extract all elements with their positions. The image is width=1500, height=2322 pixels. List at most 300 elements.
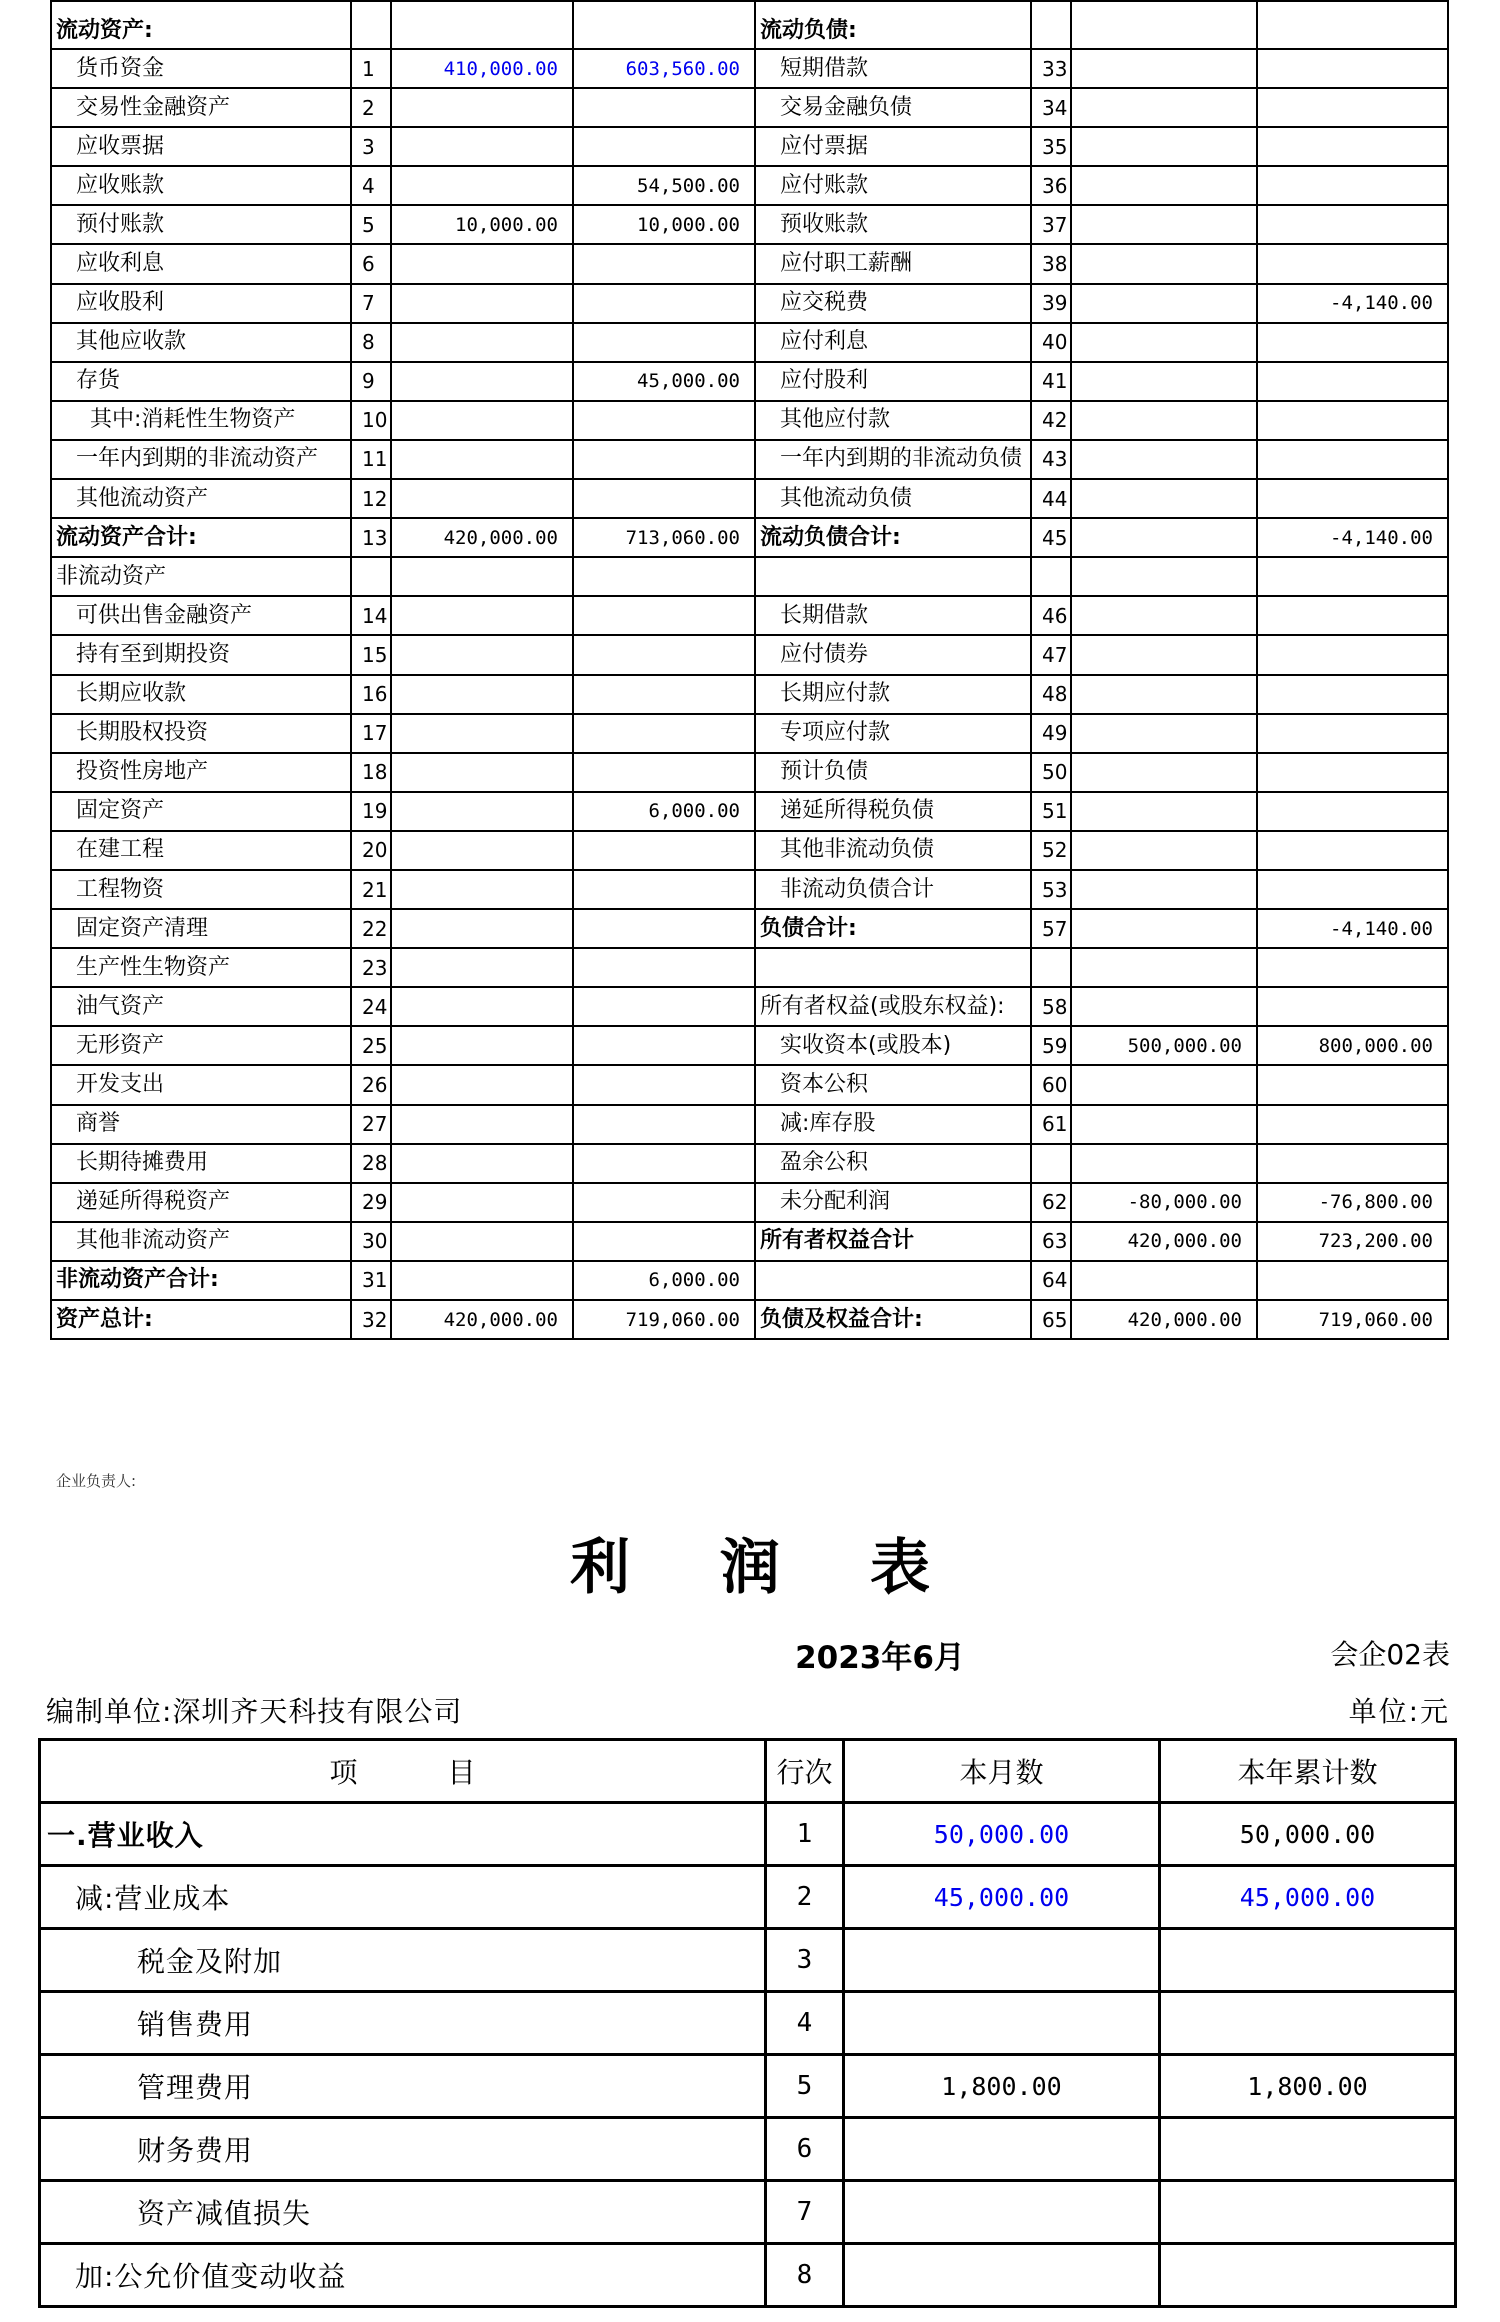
liability-label: 长期借款 xyxy=(755,596,1031,635)
liability-line-number: 49 xyxy=(1031,714,1071,753)
asset-opening-balance: 420,000.00 xyxy=(391,518,573,557)
asset-opening-balance xyxy=(391,1144,573,1183)
asset-closing-balance xyxy=(573,831,755,870)
liability-line-number: 48 xyxy=(1031,675,1071,714)
asset-line-number: 6 xyxy=(351,244,391,283)
balance-sheet-row xyxy=(51,909,1448,948)
income-line-number: 6 xyxy=(766,2118,844,2181)
asset-closing-balance xyxy=(573,1105,755,1144)
asset-line-number: 14 xyxy=(351,596,391,635)
liability-closing-balance xyxy=(1257,714,1448,753)
asset-closing-balance xyxy=(573,1183,755,1222)
income-row xyxy=(40,2181,1456,2244)
income-ytd-amount xyxy=(1160,2244,1456,2307)
asset-closing-balance xyxy=(573,675,755,714)
liability-label: 专项应付款 xyxy=(755,714,1031,753)
liability-label: 盈余公积 xyxy=(755,1144,1031,1183)
liability-closing-balance xyxy=(1257,1105,1448,1144)
liability-closing-balance xyxy=(1257,127,1448,166)
asset-line-number: 3 xyxy=(351,127,391,166)
liability-opening-balance xyxy=(1071,1261,1257,1300)
header-line: 行次 xyxy=(766,1740,844,1803)
asset-label: 固定资产清理 xyxy=(51,909,351,948)
liability-label: 非流动负债合计 xyxy=(755,870,1031,909)
liability-opening-balance: 420,000.00 xyxy=(1071,1300,1257,1339)
asset-line-number: 2 xyxy=(351,88,391,127)
income-ytd-amount xyxy=(1160,1992,1456,2055)
balance-sheet-row xyxy=(51,284,1448,323)
liability-closing-balance xyxy=(1257,166,1448,205)
balance-sheet-row xyxy=(51,205,1448,244)
asset-closing-balance: 54,500.00 xyxy=(573,166,755,205)
liability-label: 应付职工薪酬 xyxy=(755,244,1031,283)
asset-label: 持有至到期投资 xyxy=(51,635,351,674)
balance-sheet-row xyxy=(51,831,1448,870)
asset-label: 其他流动资产 xyxy=(51,479,351,518)
balance-sheet-row xyxy=(51,1144,1448,1183)
income-row xyxy=(40,2118,1456,2181)
asset-line-number: 32 xyxy=(351,1300,391,1339)
asset-opening-balance xyxy=(391,596,573,635)
asset-label: 应收账款 xyxy=(51,166,351,205)
asset-closing-balance: 6,000.00 xyxy=(573,1261,755,1300)
asset-closing-balance xyxy=(573,88,755,127)
liability-opening-balance xyxy=(1071,362,1257,401)
liability-line-number: 63 xyxy=(1031,1222,1071,1261)
balance-sheet-row xyxy=(51,1,1448,49)
asset-opening-balance xyxy=(391,714,573,753)
asset-closing-balance: 45,000.00 xyxy=(573,362,755,401)
balance-sheet-row xyxy=(51,1300,1448,1339)
balance-sheet-row xyxy=(51,88,1448,127)
liability-label: 应交税费 xyxy=(755,284,1031,323)
liability-line-number: 46 xyxy=(1031,596,1071,635)
asset-opening-balance xyxy=(391,753,573,792)
liability-label xyxy=(755,557,1031,596)
liability-closing-balance: -4,140.00 xyxy=(1257,909,1448,948)
liability-opening-balance xyxy=(1071,557,1257,596)
income-item-label: 管理费用 xyxy=(40,2055,766,2118)
asset-label: 非流动资产合计: xyxy=(51,1261,351,1300)
income-row xyxy=(40,1803,1456,1866)
asset-closing-balance xyxy=(573,987,755,1026)
liability-opening-balance xyxy=(1071,675,1257,714)
balance-sheet-row xyxy=(51,244,1448,283)
income-item-label: 资产减值损失 xyxy=(40,2181,766,2244)
liability-label: 一年内到期的非流动负债 xyxy=(755,440,1031,479)
balance-sheet-row xyxy=(51,675,1448,714)
balance-sheet-row xyxy=(51,870,1448,909)
asset-line-number: 5 xyxy=(351,205,391,244)
liability-opening-balance: -80,000.00 xyxy=(1071,1183,1257,1222)
liability-closing-balance: -4,140.00 xyxy=(1257,284,1448,323)
asset-opening-balance: 10,000.00 xyxy=(391,205,573,244)
income-month-amount: 1,800.00 xyxy=(844,2055,1160,2118)
liability-closing-balance xyxy=(1257,635,1448,674)
asset-label: 流动资产: xyxy=(51,1,351,49)
asset-line-number: 9 xyxy=(351,362,391,401)
liability-line-number: 37 xyxy=(1031,205,1071,244)
liability-line-number: 53 xyxy=(1031,870,1071,909)
liability-closing-balance xyxy=(1257,1261,1448,1300)
asset-closing-balance xyxy=(573,440,755,479)
balance-sheet-row xyxy=(51,127,1448,166)
income-row xyxy=(40,1992,1456,2055)
liability-label: 预计负债 xyxy=(755,753,1031,792)
liability-closing-balance xyxy=(1257,557,1448,596)
income-line-number: 8 xyxy=(766,2244,844,2307)
liability-line-number: 47 xyxy=(1031,635,1071,674)
asset-opening-balance xyxy=(391,1183,573,1222)
liability-closing-balance xyxy=(1257,753,1448,792)
asset-line-number: 7 xyxy=(351,284,391,323)
balance-sheet-row xyxy=(51,1222,1448,1261)
balance-sheet-row xyxy=(51,948,1448,987)
liability-opening-balance: 500,000.00 xyxy=(1071,1026,1257,1065)
liability-label: 应付利息 xyxy=(755,323,1031,362)
balance-sheet-row xyxy=(51,792,1448,831)
asset-line-number: 23 xyxy=(351,948,391,987)
asset-opening-balance xyxy=(391,1222,573,1261)
liability-opening-balance xyxy=(1071,440,1257,479)
asset-label: 在建工程 xyxy=(51,831,351,870)
balance-sheet-row xyxy=(51,1065,1448,1104)
asset-closing-balance xyxy=(573,714,755,753)
liability-closing-balance xyxy=(1257,88,1448,127)
income-month-amount: 45,000.00 xyxy=(844,1866,1160,1929)
income-ytd-amount: 45,000.00 xyxy=(1160,1866,1456,1929)
asset-opening-balance xyxy=(391,792,573,831)
liability-closing-balance xyxy=(1257,675,1448,714)
income-statement-body xyxy=(40,1803,1456,2307)
asset-opening-balance xyxy=(391,557,573,596)
liability-line-number: 58 xyxy=(1031,987,1071,1026)
liability-line-number: 41 xyxy=(1031,362,1071,401)
currency-unit: 单位:元 xyxy=(1348,1695,1450,1728)
income-row xyxy=(40,1866,1456,1929)
balance-sheet-row xyxy=(51,714,1448,753)
liability-opening-balance xyxy=(1071,205,1257,244)
asset-closing-balance xyxy=(573,479,755,518)
balance-sheet-row xyxy=(51,557,1448,596)
income-item-label: 财务费用 xyxy=(40,2118,766,2181)
balance-sheet-row xyxy=(51,166,1448,205)
liability-line-number: 60 xyxy=(1031,1065,1071,1104)
liability-closing-balance xyxy=(1257,362,1448,401)
liability-closing-balance xyxy=(1257,440,1448,479)
liability-opening-balance xyxy=(1071,987,1257,1026)
liability-closing-balance xyxy=(1257,244,1448,283)
liability-closing-balance xyxy=(1257,323,1448,362)
asset-closing-balance: 713,060.00 xyxy=(573,518,755,557)
liability-label: 长期应付款 xyxy=(755,675,1031,714)
asset-line-number: 27 xyxy=(351,1105,391,1144)
asset-label: 一年内到期的非流动资产 xyxy=(51,440,351,479)
asset-line-number: 30 xyxy=(351,1222,391,1261)
asset-opening-balance xyxy=(391,284,573,323)
asset-line-number: 25 xyxy=(351,1026,391,1065)
liability-closing-balance xyxy=(1257,1,1448,49)
asset-label: 预付账款 xyxy=(51,205,351,244)
asset-opening-balance xyxy=(391,870,573,909)
income-month-amount xyxy=(844,1929,1160,1992)
liability-label: 负债及权益合计: xyxy=(755,1300,1031,1339)
asset-opening-balance xyxy=(391,675,573,714)
income-item-label: 销售费用 xyxy=(40,1992,766,2055)
income-month-amount xyxy=(844,2244,1160,2307)
asset-line-number: 8 xyxy=(351,323,391,362)
income-item-label: 加:公允价值变动收益 xyxy=(40,2244,766,2307)
income-header-row xyxy=(40,1740,1456,1803)
asset-closing-balance xyxy=(573,244,755,283)
asset-closing-balance: 6,000.00 xyxy=(573,792,755,831)
liability-closing-balance xyxy=(1257,870,1448,909)
asset-opening-balance xyxy=(391,1261,573,1300)
asset-closing-balance xyxy=(573,1026,755,1065)
income-item-label: 减:营业成本 xyxy=(40,1866,766,1929)
liability-line-number: 50 xyxy=(1031,753,1071,792)
asset-closing-balance xyxy=(573,1222,755,1261)
asset-closing-balance xyxy=(573,909,755,948)
liability-opening-balance xyxy=(1071,948,1257,987)
liability-line-number: 52 xyxy=(1031,831,1071,870)
balance-sheet-row xyxy=(51,1261,1448,1300)
asset-line-number: 28 xyxy=(351,1144,391,1183)
liability-opening-balance xyxy=(1071,635,1257,674)
asset-opening-balance xyxy=(391,166,573,205)
liability-label: 流动负债: xyxy=(755,1,1031,49)
liability-label: 负债合计: xyxy=(755,909,1031,948)
header-month: 本月数 xyxy=(844,1740,1160,1803)
income-month-amount xyxy=(844,2118,1160,2181)
asset-line-number xyxy=(351,557,391,596)
asset-closing-balance xyxy=(573,753,755,792)
asset-line-number: 4 xyxy=(351,166,391,205)
liability-label: 未分配利润 xyxy=(755,1183,1031,1222)
income-item-label: 税金及附加 xyxy=(40,1929,766,1992)
balance-sheet-row xyxy=(51,479,1448,518)
asset-line-number: 15 xyxy=(351,635,391,674)
income-ytd-amount: 1,800.00 xyxy=(1160,2055,1456,2118)
header-item: 项目 xyxy=(40,1740,766,1803)
liability-opening-balance xyxy=(1071,127,1257,166)
asset-label: 其他应收款 xyxy=(51,323,351,362)
asset-closing-balance: 10,000.00 xyxy=(573,205,755,244)
income-row xyxy=(40,2055,1456,2118)
liability-closing-balance xyxy=(1257,49,1448,88)
asset-line-number: 29 xyxy=(351,1183,391,1222)
asset-opening-balance xyxy=(391,987,573,1026)
asset-line-number: 11 xyxy=(351,440,391,479)
liability-closing-balance xyxy=(1257,948,1448,987)
liability-label: 所有者权益合计 xyxy=(755,1222,1031,1261)
balance-sheet-row xyxy=(51,440,1448,479)
liability-opening-balance: 420,000.00 xyxy=(1071,1222,1257,1261)
balance-sheet-row xyxy=(51,401,1448,440)
asset-line-number: 10 xyxy=(351,401,391,440)
liability-line-number: 65 xyxy=(1031,1300,1071,1339)
income-row xyxy=(40,1929,1456,1992)
balance-sheet-row xyxy=(51,518,1448,557)
asset-opening-balance xyxy=(391,88,573,127)
liability-label: 减:库存股 xyxy=(755,1105,1031,1144)
income-line-number: 4 xyxy=(766,1992,844,2055)
form-number: 会企02表 xyxy=(1330,1638,1450,1671)
liability-line-number: 42 xyxy=(1031,401,1071,440)
liability-line-number: 44 xyxy=(1031,479,1071,518)
asset-label: 无形资产 xyxy=(51,1026,351,1065)
asset-label: 交易性金融资产 xyxy=(51,88,351,127)
asset-label: 资产总计: xyxy=(51,1300,351,1339)
asset-label: 长期应收款 xyxy=(51,675,351,714)
asset-opening-balance xyxy=(391,1105,573,1144)
asset-closing-balance xyxy=(573,1065,755,1104)
liability-label: 其他流动负债 xyxy=(755,479,1031,518)
liability-closing-balance: -76,800.00 xyxy=(1257,1183,1448,1222)
liability-label: 其他非流动负债 xyxy=(755,831,1031,870)
asset-label: 长期股权投资 xyxy=(51,714,351,753)
income-line-number: 3 xyxy=(766,1929,844,1992)
asset-line-number: 26 xyxy=(351,1065,391,1104)
liability-label: 应付债券 xyxy=(755,635,1031,674)
liability-line-number: 43 xyxy=(1031,440,1071,479)
asset-line-number: 21 xyxy=(351,870,391,909)
asset-label: 生产性生物资产 xyxy=(51,948,351,987)
asset-line-number: 20 xyxy=(351,831,391,870)
liability-closing-balance xyxy=(1257,205,1448,244)
liability-opening-balance xyxy=(1071,49,1257,88)
balance-sheet-row xyxy=(51,1026,1448,1065)
liability-label: 应付账款 xyxy=(755,166,1031,205)
balance-sheet-table xyxy=(50,0,1449,1340)
liability-opening-balance xyxy=(1071,1105,1257,1144)
liability-line-number xyxy=(1031,557,1071,596)
asset-label: 非流动资产 xyxy=(51,557,351,596)
asset-label: 应收票据 xyxy=(51,127,351,166)
asset-line-number xyxy=(351,1,391,49)
asset-line-number: 19 xyxy=(351,792,391,831)
liability-line-number: 38 xyxy=(1031,244,1071,283)
asset-line-number: 24 xyxy=(351,987,391,1026)
asset-closing-balance: 719,060.00 xyxy=(573,1300,755,1339)
liability-closing-balance xyxy=(1257,987,1448,1026)
liability-opening-balance xyxy=(1071,753,1257,792)
liability-closing-balance xyxy=(1257,596,1448,635)
liability-line-number: 39 xyxy=(1031,284,1071,323)
income-ytd-amount xyxy=(1160,1929,1456,1992)
asset-line-number: 16 xyxy=(351,675,391,714)
liability-line-number: 34 xyxy=(1031,88,1071,127)
asset-closing-balance xyxy=(573,323,755,362)
asset-closing-balance xyxy=(573,948,755,987)
liability-label: 应付股利 xyxy=(755,362,1031,401)
balance-sheet-row xyxy=(51,362,1448,401)
liability-label: 应付票据 xyxy=(755,127,1031,166)
liability-line-number: 62 xyxy=(1031,1183,1071,1222)
income-statement-title: 利润表 xyxy=(570,1533,1020,1603)
asset-label: 商誉 xyxy=(51,1105,351,1144)
income-ytd-amount: 50,000.00 xyxy=(1160,1803,1456,1866)
balance-sheet-row xyxy=(51,753,1448,792)
asset-closing-balance xyxy=(573,1,755,49)
liability-label: 交易金融负债 xyxy=(755,88,1031,127)
liability-closing-balance: 719,060.00 xyxy=(1257,1300,1448,1339)
liability-opening-balance xyxy=(1071,1065,1257,1104)
asset-closing-balance: 603,560.00 xyxy=(573,49,755,88)
asset-opening-balance xyxy=(391,440,573,479)
liability-label: 所有者权益(或股东权益): xyxy=(755,987,1031,1026)
liability-opening-balance xyxy=(1071,88,1257,127)
asset-closing-balance xyxy=(573,596,755,635)
asset-label: 应收利息 xyxy=(51,244,351,283)
asset-opening-balance xyxy=(391,1026,573,1065)
income-month-amount xyxy=(844,1992,1160,2055)
income-ytd-amount xyxy=(1160,2181,1456,2244)
liability-opening-balance xyxy=(1071,518,1257,557)
liability-opening-balance xyxy=(1071,870,1257,909)
asset-line-number: 17 xyxy=(351,714,391,753)
asset-opening-balance xyxy=(391,1065,573,1104)
liability-opening-balance xyxy=(1071,166,1257,205)
asset-line-number: 1 xyxy=(351,49,391,88)
asset-label: 流动资产合计: xyxy=(51,518,351,557)
income-item-label: 一.营业收入 xyxy=(40,1803,766,1866)
liability-closing-balance xyxy=(1257,401,1448,440)
liability-closing-balance xyxy=(1257,831,1448,870)
income-line-number: 5 xyxy=(766,2055,844,2118)
header-ytd: 本年累计数 xyxy=(1160,1740,1456,1803)
liability-line-number: 36 xyxy=(1031,166,1071,205)
balance-sheet-row xyxy=(51,1183,1448,1222)
liability-label: 其他应付款 xyxy=(755,401,1031,440)
signer-label: 企业负责人: xyxy=(56,1472,137,1490)
asset-opening-balance xyxy=(391,244,573,283)
asset-opening-balance xyxy=(391,323,573,362)
asset-opening-balance xyxy=(391,401,573,440)
liability-line-number xyxy=(1031,1,1071,49)
liability-closing-balance xyxy=(1257,792,1448,831)
asset-line-number: 22 xyxy=(351,909,391,948)
liability-opening-balance xyxy=(1071,244,1257,283)
balance-sheet-row xyxy=(51,596,1448,635)
liability-label xyxy=(755,1261,1031,1300)
liability-opening-balance xyxy=(1071,714,1257,753)
asset-closing-balance xyxy=(573,557,755,596)
liability-closing-balance: 723,200.00 xyxy=(1257,1222,1448,1261)
asset-line-number: 12 xyxy=(351,479,391,518)
asset-label: 其他非流动资产 xyxy=(51,1222,351,1261)
asset-closing-balance xyxy=(573,401,755,440)
asset-label: 其中:消耗性生物资产 xyxy=(51,401,351,440)
liability-line-number: 59 xyxy=(1031,1026,1071,1065)
liability-line-number: 40 xyxy=(1031,323,1071,362)
liability-opening-balance xyxy=(1071,831,1257,870)
liability-closing-balance xyxy=(1257,479,1448,518)
asset-line-number: 18 xyxy=(351,753,391,792)
balance-sheet-row xyxy=(51,635,1448,674)
asset-opening-balance xyxy=(391,362,573,401)
liability-closing-balance xyxy=(1257,1144,1448,1183)
liability-line-number: 33 xyxy=(1031,49,1071,88)
asset-closing-balance xyxy=(573,870,755,909)
liability-label: 递延所得税负债 xyxy=(755,792,1031,831)
asset-label: 投资性房地产 xyxy=(51,753,351,792)
liability-opening-balance xyxy=(1071,1,1257,49)
balance-sheet-row xyxy=(51,1105,1448,1144)
balance-sheet-row xyxy=(51,49,1448,88)
asset-opening-balance: 410,000.00 xyxy=(391,49,573,88)
asset-opening-balance xyxy=(391,479,573,518)
